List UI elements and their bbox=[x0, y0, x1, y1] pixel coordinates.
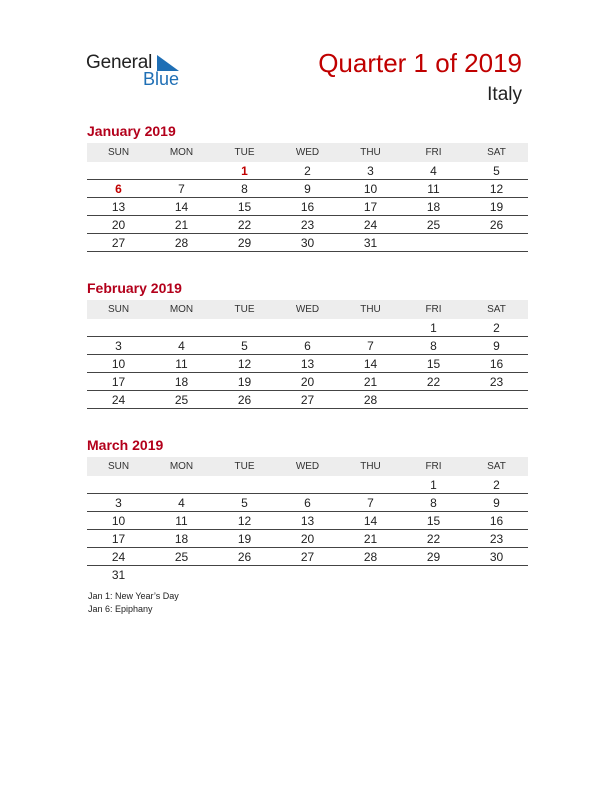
month-grid bbox=[87, 300, 528, 409]
day-cell: 3 bbox=[339, 162, 402, 180]
day-cell: 18 bbox=[402, 198, 465, 216]
day-cell: 22 bbox=[402, 373, 465, 391]
day-cell: 2 bbox=[465, 319, 528, 337]
day-cell: 10 bbox=[87, 355, 150, 373]
holiday-note: Jan 1: New Year’s Day bbox=[88, 591, 179, 601]
empty-day-cell bbox=[465, 234, 528, 252]
holiday-notes bbox=[88, 590, 179, 616]
day-cell: 8 bbox=[402, 337, 465, 355]
day-cell: 6 bbox=[276, 494, 339, 512]
day-cell: 25 bbox=[150, 548, 213, 566]
day-cell: 21 bbox=[150, 216, 213, 234]
day-cell: 26 bbox=[465, 216, 528, 234]
month-title: February 2019 bbox=[87, 280, 182, 296]
day-cell: 1 bbox=[402, 476, 465, 494]
holiday-note: Jan 6: Epiphany bbox=[88, 604, 153, 614]
day-cell: 7 bbox=[150, 180, 213, 198]
empty-day-cell bbox=[339, 566, 402, 584]
week-row bbox=[87, 548, 528, 566]
day-cell: 31 bbox=[339, 234, 402, 252]
empty-day-cell bbox=[465, 566, 528, 584]
day-cell: 2 bbox=[465, 476, 528, 494]
day-cell: 21 bbox=[339, 373, 402, 391]
weekday-header: MON bbox=[150, 457, 213, 476]
day-cell: 31 bbox=[111, 567, 126, 582]
day-cell: 5 bbox=[465, 162, 528, 180]
empty-day-cell bbox=[213, 566, 276, 584]
day-cell: 19 bbox=[213, 373, 276, 391]
week-row bbox=[87, 373, 528, 391]
day-cell: 29 bbox=[213, 234, 276, 252]
day-cell: 5 bbox=[213, 494, 276, 512]
day-cell: 22 bbox=[402, 530, 465, 548]
weekday-header: FRI bbox=[402, 457, 465, 476]
day-cell: 3 bbox=[87, 337, 150, 355]
day-cell: 11 bbox=[150, 512, 213, 530]
day-cell: 30 bbox=[276, 234, 339, 252]
month-block bbox=[87, 122, 528, 252]
month-grid bbox=[87, 143, 528, 252]
week-row bbox=[87, 180, 528, 198]
week-row bbox=[87, 216, 528, 234]
weekday-header: FRI bbox=[402, 300, 465, 319]
weekday-header: SUN bbox=[87, 143, 150, 162]
empty-day-cell bbox=[276, 319, 339, 337]
day-cell: 9 bbox=[465, 494, 528, 512]
weekday-header: WED bbox=[276, 143, 339, 162]
weekday-header: FRI bbox=[402, 143, 465, 162]
day-cell: 19 bbox=[213, 530, 276, 548]
day-cell: 30 bbox=[465, 548, 528, 566]
page-title: Quarter 1 of 2019 bbox=[318, 48, 522, 78]
empty-day-cell bbox=[150, 476, 213, 494]
empty-day-cell bbox=[276, 566, 339, 584]
empty-day-cell bbox=[150, 319, 213, 337]
day-cell: 27 bbox=[276, 391, 339, 409]
day-cell: 13 bbox=[87, 198, 150, 216]
day-cell: 4 bbox=[150, 494, 213, 512]
month-grid bbox=[87, 457, 528, 583]
day-cell: 28 bbox=[339, 391, 402, 409]
week-row bbox=[87, 494, 528, 512]
day-cell: 20 bbox=[87, 216, 150, 234]
day-cell: 17 bbox=[339, 198, 402, 216]
day-cell: 19 bbox=[465, 198, 528, 216]
day-cell: 28 bbox=[150, 234, 213, 252]
day-cell: 8 bbox=[213, 180, 276, 198]
empty-day-cell bbox=[213, 319, 276, 337]
day-cell: 4 bbox=[402, 162, 465, 180]
weekday-header: WED bbox=[276, 300, 339, 319]
day-cell: 16 bbox=[465, 512, 528, 530]
day-cell: 16 bbox=[276, 198, 339, 216]
country-label: Italy bbox=[487, 84, 522, 105]
day-cell: 20 bbox=[276, 530, 339, 548]
day-cell: 10 bbox=[87, 512, 150, 530]
day-cell: 25 bbox=[402, 216, 465, 234]
day-cell: 17 bbox=[87, 530, 150, 548]
month-title: March 2019 bbox=[87, 437, 164, 453]
weekday-header: WED bbox=[276, 457, 339, 476]
week-row bbox=[87, 530, 528, 548]
weekday-header: SUN bbox=[87, 300, 150, 319]
day-cell: 12 bbox=[213, 355, 276, 373]
day-cell: 13 bbox=[276, 512, 339, 530]
week-row bbox=[87, 162, 528, 180]
day-cell: 7 bbox=[339, 337, 402, 355]
logo-text-blue: Blue bbox=[143, 69, 180, 89]
week-row bbox=[87, 234, 528, 252]
empty-day-cell bbox=[402, 566, 465, 584]
weekday-header: THU bbox=[339, 300, 402, 319]
day-cell: 27 bbox=[276, 548, 339, 566]
weekday-header: TUE bbox=[213, 300, 276, 319]
weekday-header: SUN bbox=[87, 457, 150, 476]
day-cell: 1 bbox=[213, 162, 276, 180]
month-block bbox=[87, 279, 528, 409]
empty-day-cell bbox=[150, 162, 213, 180]
logo-text-general: General bbox=[86, 52, 153, 73]
day-cell: 13 bbox=[276, 355, 339, 373]
day-cell: 15 bbox=[402, 512, 465, 530]
empty-day-cell bbox=[87, 476, 150, 494]
day-cell: 6 bbox=[87, 180, 150, 198]
day-cell: 23 bbox=[465, 530, 528, 548]
day-cell: 15 bbox=[402, 355, 465, 373]
day-cell: 14 bbox=[339, 355, 402, 373]
empty-day-cell bbox=[402, 391, 465, 409]
day-cell: 4 bbox=[150, 337, 213, 355]
day-cell: 14 bbox=[150, 198, 213, 216]
weekday-header: MON bbox=[150, 143, 213, 162]
day-cell: 12 bbox=[213, 512, 276, 530]
empty-day-cell bbox=[213, 476, 276, 494]
weekday-header: SAT bbox=[465, 143, 528, 162]
day-cell: 12 bbox=[465, 180, 528, 198]
day-cell: 8 bbox=[402, 494, 465, 512]
month-title: January 2019 bbox=[87, 123, 176, 139]
week-row bbox=[87, 391, 528, 409]
weekday-header: MON bbox=[150, 300, 213, 319]
day-cell: 16 bbox=[465, 355, 528, 373]
day-cell: 24 bbox=[339, 216, 402, 234]
day-cell: 9 bbox=[276, 180, 339, 198]
day-cell: 5 bbox=[213, 337, 276, 355]
day-cell: 9 bbox=[465, 337, 528, 355]
empty-day-cell bbox=[402, 234, 465, 252]
empty-day-cell bbox=[339, 476, 402, 494]
month-block bbox=[87, 436, 528, 583]
week-row bbox=[87, 476, 528, 494]
empty-day-cell bbox=[465, 391, 528, 409]
week-row bbox=[87, 566, 528, 584]
day-cell: 24 bbox=[87, 548, 150, 566]
weekday-header: TUE bbox=[213, 143, 276, 162]
day-cell: 28 bbox=[339, 548, 402, 566]
day-cell: 11 bbox=[402, 180, 465, 198]
week-row bbox=[87, 512, 528, 530]
day-cell: 18 bbox=[150, 373, 213, 391]
day-cell: 11 bbox=[150, 355, 213, 373]
generalblue-logo bbox=[86, 50, 186, 90]
day-cell: 23 bbox=[276, 216, 339, 234]
day-cell: 14 bbox=[339, 512, 402, 530]
week-row bbox=[87, 337, 528, 355]
day-cell: 23 bbox=[465, 373, 528, 391]
day-cell: 10 bbox=[339, 180, 402, 198]
weekday-header: SAT bbox=[465, 300, 528, 319]
empty-day-cell bbox=[87, 319, 150, 337]
day-cell: 3 bbox=[87, 494, 150, 512]
day-cell: 20 bbox=[276, 373, 339, 391]
weekday-header: THU bbox=[339, 143, 402, 162]
day-cell: 1 bbox=[402, 319, 465, 337]
empty-day-cell bbox=[276, 476, 339, 494]
day-cell: 26 bbox=[213, 391, 276, 409]
weekday-header: TUE bbox=[213, 457, 276, 476]
day-cell: 27 bbox=[87, 234, 150, 252]
day-cell: 18 bbox=[150, 530, 213, 548]
week-row bbox=[87, 319, 528, 337]
empty-day-cell bbox=[87, 162, 150, 180]
day-cell: 15 bbox=[213, 198, 276, 216]
week-row bbox=[87, 198, 528, 216]
day-cell: 17 bbox=[87, 373, 150, 391]
weekday-header: SAT bbox=[465, 457, 528, 476]
weekday-header: THU bbox=[339, 457, 402, 476]
week-row bbox=[87, 355, 528, 373]
empty-day-cell bbox=[150, 566, 213, 584]
day-cell: 21 bbox=[339, 530, 402, 548]
day-cell: 24 bbox=[87, 391, 150, 409]
day-cell: 25 bbox=[150, 391, 213, 409]
day-cell: 2 bbox=[276, 162, 339, 180]
day-cell: 6 bbox=[276, 337, 339, 355]
day-cell: 22 bbox=[213, 216, 276, 234]
day-cell: 26 bbox=[213, 548, 276, 566]
day-cell: 29 bbox=[402, 548, 465, 566]
empty-day-cell bbox=[339, 319, 402, 337]
day-cell: 7 bbox=[339, 494, 402, 512]
